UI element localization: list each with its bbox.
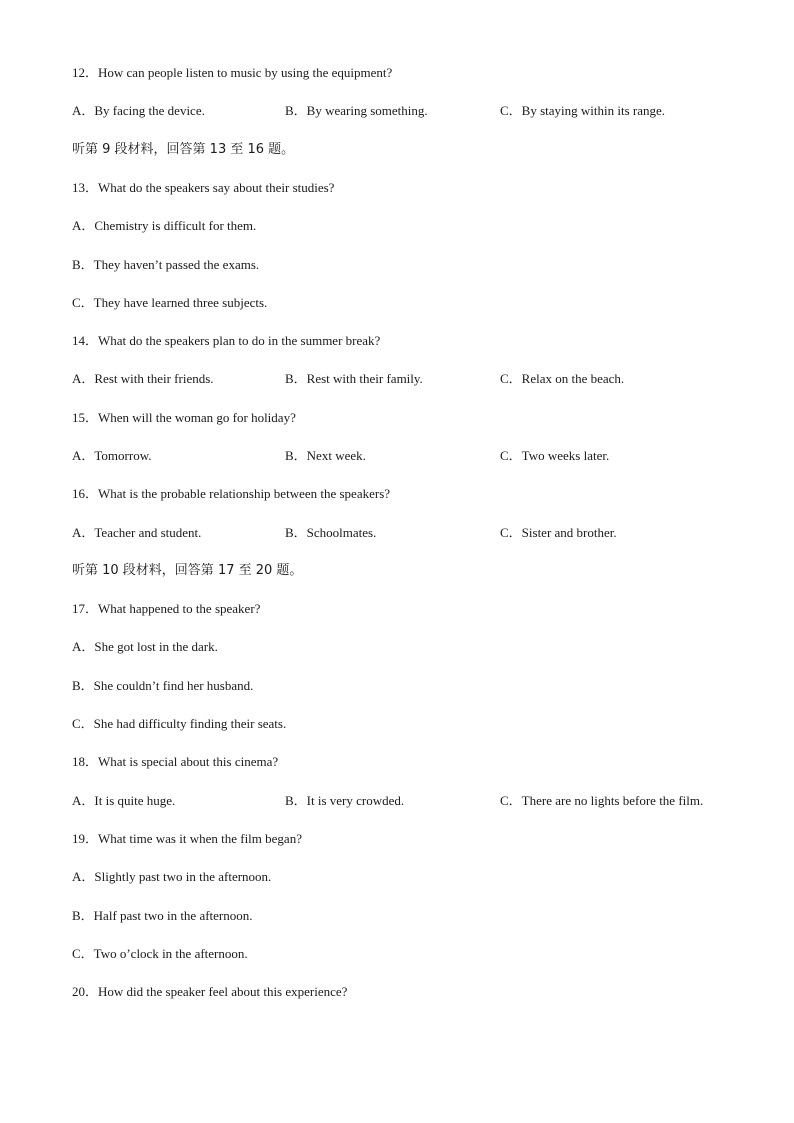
section-9-instruction: 听第 9 段材料，回答第 13 至 16 题。 xyxy=(72,142,295,157)
question-12-options xyxy=(0,103,794,119)
question-13-stem: 13．What do the speakers say about their studies? xyxy=(72,180,335,195)
question-17-option-c: C．She had difficulty finding their seats. xyxy=(72,716,287,731)
question-17-stem: 17．What happened to the speaker? xyxy=(72,601,261,616)
question-16-option-a: A．Teacher and student. xyxy=(72,525,202,540)
question-17-option-a: A．She got lost in the dark. xyxy=(72,639,218,654)
question-18-options xyxy=(0,793,794,809)
section-10-instruction: 听第 10 段材料，回答第 17 至 20 题。 xyxy=(72,563,303,578)
question-14-option-c: C．Relax on the beach. xyxy=(500,371,625,386)
question-19-stem: 19．What time was it when the film began? xyxy=(72,831,302,846)
question-13-option-a: A．Chemistry is difficult for them. xyxy=(72,218,257,233)
question-20-stem: 20．How did the speaker feel about this experience? xyxy=(72,984,348,999)
question-13-option-b: B．They haven’t passed the exams. xyxy=(72,257,260,272)
question-18-stem: 18．What is special about this cinema? xyxy=(72,754,279,769)
question-16-option-b: B．Schoolmates. xyxy=(285,525,377,540)
question-12-option-a: A．By facing the device. xyxy=(72,103,205,118)
question-14-options xyxy=(0,371,794,387)
question-12-stem: 12．How can people listen to music by using the equipment? xyxy=(72,65,393,80)
question-15-option-a: A．Tomorrow. xyxy=(72,448,152,463)
question-16-option-c: C．Sister and brother. xyxy=(500,525,617,540)
question-12-option-b: B．By wearing something. xyxy=(285,103,428,118)
question-16-stem: 16．What is the probable relationship between the speakers? xyxy=(72,486,391,501)
question-14-option-b: B．Rest with their family. xyxy=(285,371,423,386)
question-14-option-a: A．Rest with their friends. xyxy=(72,371,214,386)
question-17-option-b: B．She couldn’t find her husband. xyxy=(72,678,254,693)
question-13-option-c: C．They have learned three subjects. xyxy=(72,295,268,310)
question-16-options xyxy=(0,525,794,541)
question-19-option-b: B．Half past two in the afternoon. xyxy=(72,908,253,923)
question-19-option-c: C．Two o’clock in the afternoon. xyxy=(72,946,248,961)
question-12-option-c: C．By staying within its range. xyxy=(500,103,666,118)
question-19-option-a: A．Slightly past two in the afternoon. xyxy=(72,869,272,884)
question-14-stem: 14．What do the speakers plan to do in the summer break? xyxy=(72,333,381,348)
question-15-stem: 15．When will the woman go for holiday? xyxy=(72,410,296,425)
question-18-option-a: A．It is quite huge. xyxy=(72,793,176,808)
question-15-options xyxy=(0,448,794,464)
question-18-option-c: C．There are no lights before the film. xyxy=(500,793,704,808)
question-15-option-b: B．Next week. xyxy=(285,448,366,463)
question-18-option-b: B．It is very crowded. xyxy=(285,793,405,808)
question-15-option-c: C．Two weeks later. xyxy=(500,448,610,463)
